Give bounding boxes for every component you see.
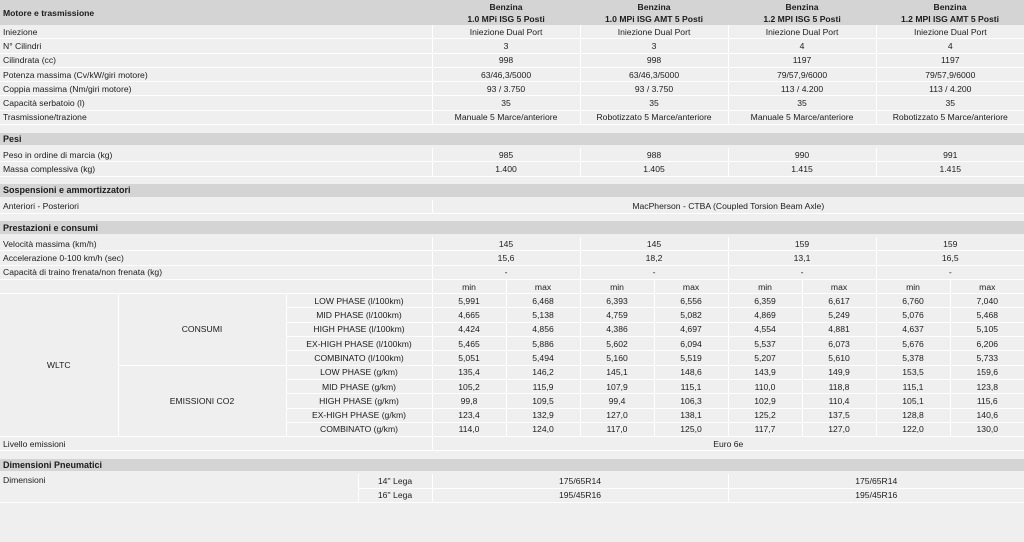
phase-value: 115,6	[950, 394, 1024, 408]
emissioni-group-label: EMISSIONI CO2	[118, 365, 286, 436]
row-value: -	[432, 265, 580, 279]
phase-value: 5,676	[876, 337, 950, 351]
gap-cell	[0, 451, 1024, 459]
row-value: 79/57,9/6000	[728, 67, 876, 81]
phase-value: 124,0	[506, 422, 580, 436]
phase-value: 5,465	[432, 337, 506, 351]
performance-row	[0, 265, 1024, 279]
phase-value: 4,759	[580, 308, 654, 322]
phase-value: 5,051	[432, 351, 506, 365]
row-label: Coppia massima (Nm/giri motore)	[0, 82, 432, 96]
row-value: 18,2	[580, 251, 728, 265]
phase-value: 102,9	[728, 394, 802, 408]
phase-value: 6,094	[654, 337, 728, 351]
phase-value: 127,0	[580, 408, 654, 422]
phase-value: 115,1	[654, 379, 728, 393]
phase-value: 148,6	[654, 365, 728, 379]
phase-value: 5,082	[654, 308, 728, 322]
row-label: Potenza massima (Cv/kW/giri motore)	[0, 67, 432, 81]
phase-value: 5,249	[802, 308, 876, 322]
minmax-header	[0, 279, 1024, 293]
row-value: 1197	[876, 53, 1024, 67]
row-value: 1.415	[728, 162, 876, 176]
minmax-label: max	[950, 279, 1024, 293]
row-value: 15,6	[432, 251, 580, 265]
engine-row	[0, 67, 1024, 81]
phase-value: 5,468	[950, 308, 1024, 322]
row-value: 63/46,3/5000	[432, 67, 580, 81]
tyre-value: 195/45R16	[432, 488, 728, 502]
header-model-col	[432, 0, 580, 25]
section-prestazioni	[0, 221, 1024, 234]
row-value: 988	[580, 148, 728, 162]
row-value: 79/57,9/6000	[876, 67, 1024, 81]
model-fuel: Benzina	[489, 1, 523, 12]
row-label: Velocità massima (km/h)	[0, 237, 432, 251]
gap-cell	[0, 125, 1024, 133]
minmax-label: max	[654, 279, 728, 293]
row-label: Anteriori - Posteriori	[0, 200, 432, 214]
phase-value: 117,0	[580, 422, 654, 436]
phase-value: 159,6	[950, 365, 1024, 379]
phase-value: 5,537	[728, 337, 802, 351]
row-value: 159	[728, 237, 876, 251]
phase-value: 125,2	[728, 408, 802, 422]
phase-value: 6,760	[876, 294, 950, 308]
phase-value: 140,6	[950, 408, 1024, 422]
gap-cell	[0, 176, 1024, 184]
row-value: 145	[580, 237, 728, 251]
phase-value: 109,5	[506, 394, 580, 408]
phase-value: 4,424	[432, 322, 506, 336]
model-fuel: Benzina	[785, 1, 819, 12]
row-label: N° Cilindri	[0, 39, 432, 53]
row-value: 93 / 3.750	[432, 82, 580, 96]
minmax-label: max	[506, 279, 580, 293]
phase-label: COMBINATO (l/100km)	[286, 351, 432, 365]
phase-value: 6,073	[802, 337, 876, 351]
model-name: 1.0 MPi ISG AMT 5 Posti	[605, 13, 704, 24]
row-value: 1.405	[580, 162, 728, 176]
phase-value: 5,138	[506, 308, 580, 322]
phase-label: MID PHASE (l/100km)	[286, 308, 432, 322]
row-value: 16,5	[876, 251, 1024, 265]
phase-value: 5,076	[876, 308, 950, 322]
row-value: Manuale 5 Marce/anteriore	[728, 110, 876, 124]
row-value: 35	[432, 96, 580, 110]
minmax-label: min	[432, 279, 506, 293]
section-title: Dimensioni Pneumatici	[0, 459, 1024, 472]
row-value: 990	[728, 148, 876, 162]
row-value: 1.415	[876, 162, 1024, 176]
gap-cell	[0, 213, 1024, 221]
row-value: 3	[580, 39, 728, 53]
row-value: Robotizzato 5 Marce/anteriore	[580, 110, 728, 124]
row-label: Trasmissione/trazione	[0, 110, 432, 124]
row-value: 991	[876, 148, 1024, 162]
wltc-label: WLTC	[0, 294, 118, 437]
row-label: Peso in ordine di marcia (kg)	[0, 148, 432, 162]
phase-value: 6,393	[580, 294, 654, 308]
phase-value: 114,0	[432, 422, 506, 436]
phase-value: 99,8	[432, 394, 506, 408]
section-title: Prestazioni e consumi	[0, 221, 1024, 234]
section-pesi	[0, 133, 1024, 146]
tyre-row	[0, 474, 1024, 488]
phase-label: COMBINATO (g/km)	[286, 422, 432, 436]
phase-value: 110,0	[728, 379, 802, 393]
minmax-label: min	[728, 279, 802, 293]
section-title: Sospensioni e ammortizzatori	[0, 184, 1024, 197]
row-label: Capacità serbatoio (l)	[0, 96, 432, 110]
phase-label: LOW PHASE (l/100km)	[286, 294, 432, 308]
header-model-col	[876, 0, 1024, 25]
row-label: Accelerazione 0-100 km/h (sec)	[0, 251, 432, 265]
row-value: 93 / 3.750	[580, 82, 728, 96]
section-gap	[0, 213, 1024, 221]
phase-value: 118,8	[802, 379, 876, 393]
phase-value: 5,519	[654, 351, 728, 365]
section-gap	[0, 125, 1024, 133]
minmax-label: min	[876, 279, 950, 293]
row-value: 998	[432, 53, 580, 67]
engine-row	[0, 39, 1024, 53]
model-fuel: Benzina	[637, 1, 671, 12]
phase-value: 107,9	[580, 379, 654, 393]
phase-value: 135,4	[432, 365, 506, 379]
phase-value: 105,1	[876, 394, 950, 408]
phase-value: 105,2	[432, 379, 506, 393]
engine-row	[0, 82, 1024, 96]
phase-value: 4,665	[432, 308, 506, 322]
row-value: Iniezione Dual Port	[728, 25, 876, 39]
row-value: 3	[432, 39, 580, 53]
phase-label: LOW PHASE (g/km)	[286, 365, 432, 379]
phase-value: 149,9	[802, 365, 876, 379]
header-title: Motore e trasmissione	[0, 0, 432, 25]
phase-value: 110,4	[802, 394, 876, 408]
section-pneumatici	[0, 459, 1024, 472]
phase-value: 4,554	[728, 322, 802, 336]
phase-label: HIGH PHASE (g/km)	[286, 394, 432, 408]
phase-value: 6,468	[506, 294, 580, 308]
phase-value: 4,637	[876, 322, 950, 336]
row-value: -	[728, 265, 876, 279]
phase-value: 4,386	[580, 322, 654, 336]
phase-value: 6,617	[802, 294, 876, 308]
phase-value: 137,5	[802, 408, 876, 422]
tyre-sub-label: 14'' Lega	[358, 474, 432, 488]
phase-value: 5,991	[432, 294, 506, 308]
row-label: Cilindrata (cc)	[0, 53, 432, 67]
row-value: 4	[728, 39, 876, 53]
row-value: -	[876, 265, 1024, 279]
phase-label: HIGH PHASE (l/100km)	[286, 322, 432, 336]
engine-row	[0, 96, 1024, 110]
empty-cell	[0, 279, 432, 293]
row-value: 35	[580, 96, 728, 110]
model-name: 1.0 MPi ISG 5 Posti	[467, 13, 545, 24]
engine-row	[0, 25, 1024, 39]
row-value: 4	[876, 39, 1024, 53]
phase-value: 7,040	[950, 294, 1024, 308]
section-gap	[0, 176, 1024, 184]
phase-value: 5,494	[506, 351, 580, 365]
row-value: Euro 6e	[432, 437, 1024, 451]
phase-value: 4,881	[802, 322, 876, 336]
row-value: -	[580, 265, 728, 279]
phase-label: EX-HIGH PHASE (g/km)	[286, 408, 432, 422]
model-name: 1.2 MPI ISG 5 Posti	[763, 13, 841, 24]
wltc-row	[0, 294, 1024, 308]
row-value: 159	[876, 237, 1024, 251]
tyre-sub-label: 16'' Lega	[358, 488, 432, 502]
row-value: 985	[432, 148, 580, 162]
phase-value: 5,207	[728, 351, 802, 365]
row-value: MacPherson - CTBA (Coupled Torsion Beam Axle)	[432, 200, 1024, 214]
phase-value: 125,0	[654, 422, 728, 436]
phase-value: 5,610	[802, 351, 876, 365]
phase-value: 5,733	[950, 351, 1024, 365]
phase-value: 6,359	[728, 294, 802, 308]
row-value: Iniezione Dual Port	[876, 25, 1024, 39]
phase-value: 5,378	[876, 351, 950, 365]
row-label: Massa complessiva (kg)	[0, 162, 432, 176]
tyre-value: 195/45R16	[728, 488, 1024, 502]
row-label: Livello emissioni	[0, 437, 432, 451]
row-value: 1.400	[432, 162, 580, 176]
phase-value: 4,869	[728, 308, 802, 322]
phase-label: MID PHASE (g/km)	[286, 379, 432, 393]
phase-value: 6,206	[950, 337, 1024, 351]
wltc-row	[0, 365, 1024, 379]
phase-value: 143,9	[728, 365, 802, 379]
consumi-group-label: CONSUMI	[118, 294, 286, 365]
phase-value: 4,697	[654, 322, 728, 336]
row-value: Robotizzato 5 Marce/anteriore	[876, 110, 1024, 124]
phase-value: 130,0	[950, 422, 1024, 436]
phase-value: 5,602	[580, 337, 654, 351]
engine-row	[0, 53, 1024, 67]
row-value: 113 / 4.200	[876, 82, 1024, 96]
row-value: 113 / 4.200	[728, 82, 876, 96]
model-name: 1.2 MPI ISG AMT 5 Posti	[901, 13, 1000, 24]
phase-value: 106,3	[654, 394, 728, 408]
row-value: Iniezione Dual Port	[580, 25, 728, 39]
row-value: 998	[580, 53, 728, 67]
phase-value: 6,556	[654, 294, 728, 308]
phase-value: 145,1	[580, 365, 654, 379]
phase-value: 153,5	[876, 365, 950, 379]
suspension-row	[0, 200, 1024, 214]
emission-level-row	[0, 437, 1024, 451]
row-value: 145	[432, 237, 580, 251]
phase-value: 5,105	[950, 322, 1024, 336]
row-value: 1197	[728, 53, 876, 67]
phase-value: 132,9	[506, 408, 580, 422]
phase-value: 117,7	[728, 422, 802, 436]
model-fuel: Benzina	[933, 1, 967, 12]
weight-row	[0, 162, 1024, 176]
phase-value: 115,1	[876, 379, 950, 393]
section-gap	[0, 451, 1024, 459]
phase-value: 115,9	[506, 379, 580, 393]
row-label: Iniezione	[0, 25, 432, 39]
phase-value: 122,0	[876, 422, 950, 436]
phase-value: 146,2	[506, 365, 580, 379]
row-value: 35	[728, 96, 876, 110]
phase-value: 5,160	[580, 351, 654, 365]
section-title: Pesi	[0, 133, 1024, 146]
row-label: Capacità di traino frenata/non frenata (kg)	[0, 265, 432, 279]
header-model-col	[728, 0, 876, 25]
header-model-col	[580, 0, 728, 25]
row-value: 63/46,3/5000	[580, 67, 728, 81]
tyre-value: 175/65R14	[728, 474, 1024, 488]
phase-value: 4,856	[506, 322, 580, 336]
phase-label: EX-HIGH PHASE (l/100km)	[286, 337, 432, 351]
minmax-label: min	[580, 279, 654, 293]
phase-value: 128,8	[876, 408, 950, 422]
table-header	[0, 0, 1024, 25]
phase-value: 5,886	[506, 337, 580, 351]
section-sospensioni	[0, 184, 1024, 197]
weight-row	[0, 148, 1024, 162]
tyre-value: 175/65R14	[432, 474, 728, 488]
engine-row	[0, 110, 1024, 124]
phase-value: 123,8	[950, 379, 1024, 393]
phase-value: 138,1	[654, 408, 728, 422]
tyre-label: Dimensioni	[0, 474, 358, 502]
phase-value: 99,4	[580, 394, 654, 408]
minmax-label: max	[802, 279, 876, 293]
row-value: 13,1	[728, 251, 876, 265]
phase-value: 123,4	[432, 408, 506, 422]
phase-value: 127,0	[802, 422, 876, 436]
performance-row	[0, 251, 1024, 265]
performance-row	[0, 237, 1024, 251]
row-value: Iniezione Dual Port	[432, 25, 580, 39]
row-value: 35	[876, 96, 1024, 110]
row-value: Manuale 5 Marce/anteriore	[432, 110, 580, 124]
